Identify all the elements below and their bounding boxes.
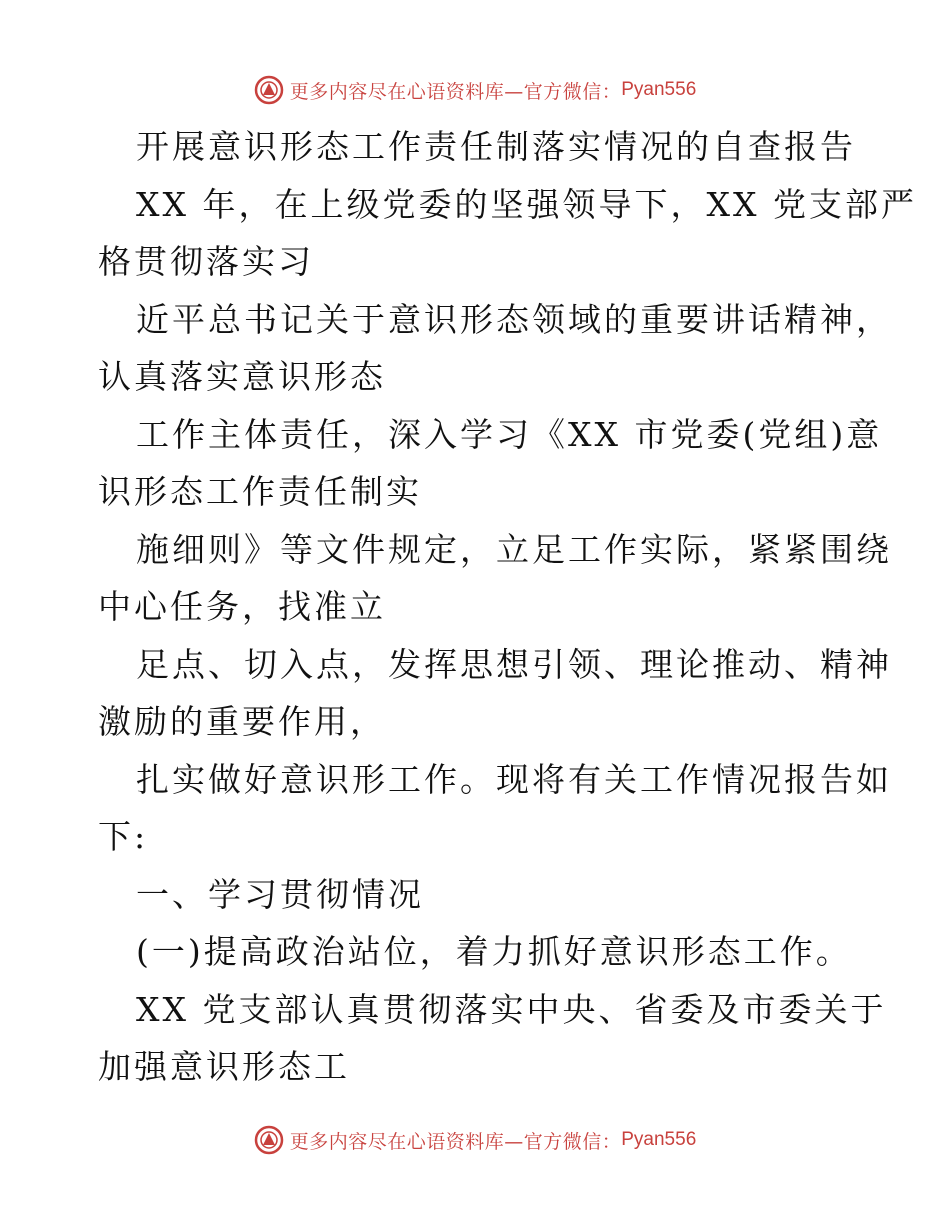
paragraph-line: 工作主体责任，深入学习《XX 市党委(党组)意 (136, 414, 883, 454)
document-lines (98, 176, 917, 1096)
paragraph-line: 识形态工作责任制实 (98, 472, 422, 511)
paragraph-line: 近平总书记关于意识形态领域的重要讲话精神， (136, 299, 892, 339)
paragraph-line: 足点、切入点，发挥思想引领、理论推动、精神 (136, 644, 892, 684)
paragraph-line: 格贯彻落实习 (98, 242, 314, 281)
paragraph-line: 中心任务，找准立 (98, 587, 386, 626)
paragraph-line: XX 年，在上级党委的坚强领导下，XX 党支部严 (136, 184, 917, 224)
paragraph-line: 一、学习贯彻情况 (136, 874, 424, 914)
paragraph-line: 下: (98, 817, 149, 856)
paragraph-line: 扎实做好意识形工作。现将有关工作情况报告如 (136, 759, 892, 799)
paragraph-line: 施细则》等文件规定，立足工作实际，紧紧围绕 (136, 529, 892, 569)
paragraph-line: 加强意识形态工 (98, 1047, 350, 1086)
paragraph-line: XX 党支部认真贯彻落实中央、省委及市委关于 (136, 989, 887, 1029)
watermark-text: 更多内容尽在心语资料库—官方微信： (289, 1130, 622, 1153)
seal-logo-icon (254, 1125, 284, 1155)
watermark-text: 更多内容尽在心语资料库—官方微信： (289, 80, 622, 103)
paragraph-line: 激励的重要作用， (98, 702, 386, 741)
header-watermark (0, 70, 950, 110)
watermark-wechat-id: Pyan556 (621, 79, 697, 100)
paragraph-line: 认真落实意识形态 (98, 357, 386, 396)
document-title: 开展意识形态工作责任制落实情况的自查报告 (136, 127, 856, 166)
watermark-wechat-id: Pyan556 (621, 1129, 697, 1150)
document-body (98, 118, 917, 1096)
paragraph-line: (一)提高政治站位，着力抓好意识形态工作。 (136, 932, 852, 971)
seal-logo-icon (254, 75, 284, 105)
footer-watermark (0, 1120, 950, 1160)
